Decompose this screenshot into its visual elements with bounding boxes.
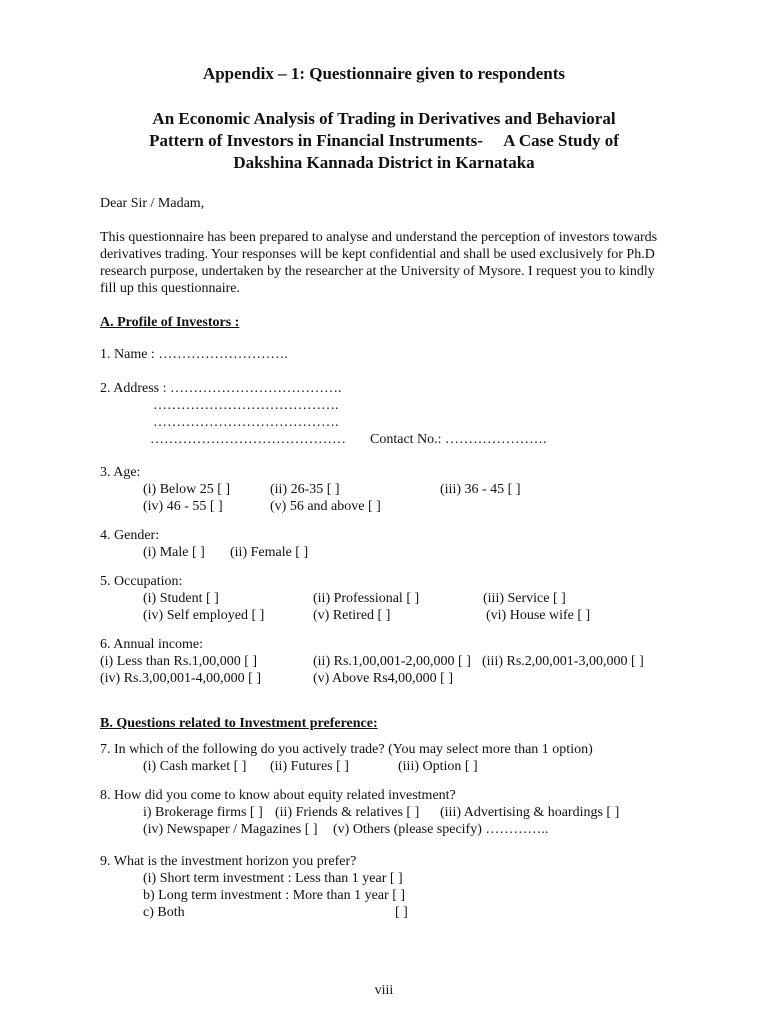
q8-option-newspaper: (iv) Newspaper / Magazines [ ] xyxy=(143,822,318,837)
income-label: 6. Annual income: xyxy=(100,637,204,652)
gender-option-male: (i) Male [ ] xyxy=(143,545,205,560)
question-8-label: 8. How did you come to know about equity related investment? xyxy=(100,788,456,803)
occupation-option-service: (iii) Service [ ] xyxy=(483,591,566,606)
occupation-option-self-employed: (iv) Self employed [ ] xyxy=(143,608,265,623)
address-field-line-4: …………………………………… xyxy=(150,432,346,447)
page-number: viii xyxy=(374,983,394,998)
q8-option-brokerage: i) Brokerage firms [ ] xyxy=(143,805,263,820)
intro-line-3: research purpose, undertaken by the researcher at the University of Mysore. I request you to kindly xyxy=(100,264,655,279)
age-option-below-25: (i) Below 25 [ ] xyxy=(143,482,231,497)
q7-option-cash-market: (i) Cash market [ ] xyxy=(143,759,247,774)
income-option-above-4l: (v) Above Rs4,00,000 [ ] xyxy=(313,671,453,686)
intro-line-2: derivatives trading. Your responses will be kept confidential and shall be used exclusively for Ph.D xyxy=(100,247,655,262)
q8-option-others: (v) Others (please specify) ………….. xyxy=(333,822,549,837)
q8-option-friends: (ii) Friends & relatives [ ] xyxy=(275,805,420,820)
study-title-line-1: An Economic Analysis of Trading in Derivatives and Behavioral xyxy=(152,109,616,128)
income-option-1l-2l: (ii) Rs.1,00,001-2,00,000 [ ] xyxy=(313,654,471,669)
q8-option-advertising: (iii) Advertising & hoardings [ ] xyxy=(440,805,620,820)
address-field-line-2: …………………………………. xyxy=(153,398,339,413)
age-option-36-45: (iii) 36 - 45 [ ] xyxy=(440,482,521,497)
question-9-label: 9. What is the investment horizon you prefer? xyxy=(100,854,357,869)
q9-option-long-term: b) Long term investment : More than 1 year [ ] xyxy=(143,888,406,903)
occupation-option-professional: (ii) Professional [ ] xyxy=(313,591,420,606)
age-option-46-55: (iv) 46 - 55 [ ] xyxy=(143,499,223,514)
q9-option-short-term: (i) Short term investment : Less than 1 year [ ] xyxy=(143,871,403,886)
question-7-label: 7. In which of the following do you actively trade? (You may select more than 1 option) xyxy=(100,742,593,757)
age-option-56-above: (v) 56 and above [ ] xyxy=(270,499,381,514)
occupation-option-retired: (v) Retired [ ] xyxy=(313,608,391,623)
name-field: 1. Name : ………………………. xyxy=(100,347,288,362)
contact-number-field: Contact No.: …………………. xyxy=(370,432,547,447)
income-option-3l-4l: (iv) Rs.3,00,001-4,00,000 [ ] xyxy=(100,671,261,686)
income-option-2l-3l: (iii) Rs.2,00,001-3,00,000 [ ] xyxy=(482,654,644,669)
q7-option-option: (iii) Option [ ] xyxy=(398,759,478,774)
q7-option-futures: (ii) Futures [ ] xyxy=(270,759,349,774)
age-option-26-35: (ii) 26-35 [ ] xyxy=(270,482,340,497)
q9-option-both-label: c) Both xyxy=(143,905,185,920)
occupation-option-house-wife: (vi) House wife [ ] xyxy=(486,608,591,623)
address-field-line-3: …………………………………. xyxy=(153,415,339,430)
study-title-line-2: Pattern of Investors in Financial Instruments- A Case Study of xyxy=(149,131,619,150)
section-b-heading: B. Questions related to Investment preference: xyxy=(100,716,378,731)
occupation-label: 5. Occupation: xyxy=(100,574,183,589)
address-field-line-1: 2. Address : ………………………………. xyxy=(100,381,342,396)
gender-option-female: (ii) Female [ ] xyxy=(230,545,309,560)
study-title-line-3: Dakshina Kannada District in Karnataka xyxy=(233,153,535,172)
age-label: 3. Age: xyxy=(100,465,141,480)
section-a-heading: A. Profile of Investors : xyxy=(100,315,240,330)
salutation: Dear Sir / Madam, xyxy=(100,196,205,211)
appendix-title: Appendix – 1: Questionnaire given to respondents xyxy=(202,64,566,83)
intro-line-4: fill up this questionnaire. xyxy=(100,281,240,296)
gender-label: 4. Gender: xyxy=(100,528,160,543)
income-option-less-than-1l: (i) Less than Rs.1,00,000 [ ] xyxy=(100,654,258,669)
occupation-option-student: (i) Student [ ] xyxy=(143,591,219,606)
q9-option-both-checkbox: [ ] xyxy=(395,905,408,920)
intro-line-1: This questionnaire has been prepared to analyse and understand the perception of investors towards xyxy=(100,230,658,245)
